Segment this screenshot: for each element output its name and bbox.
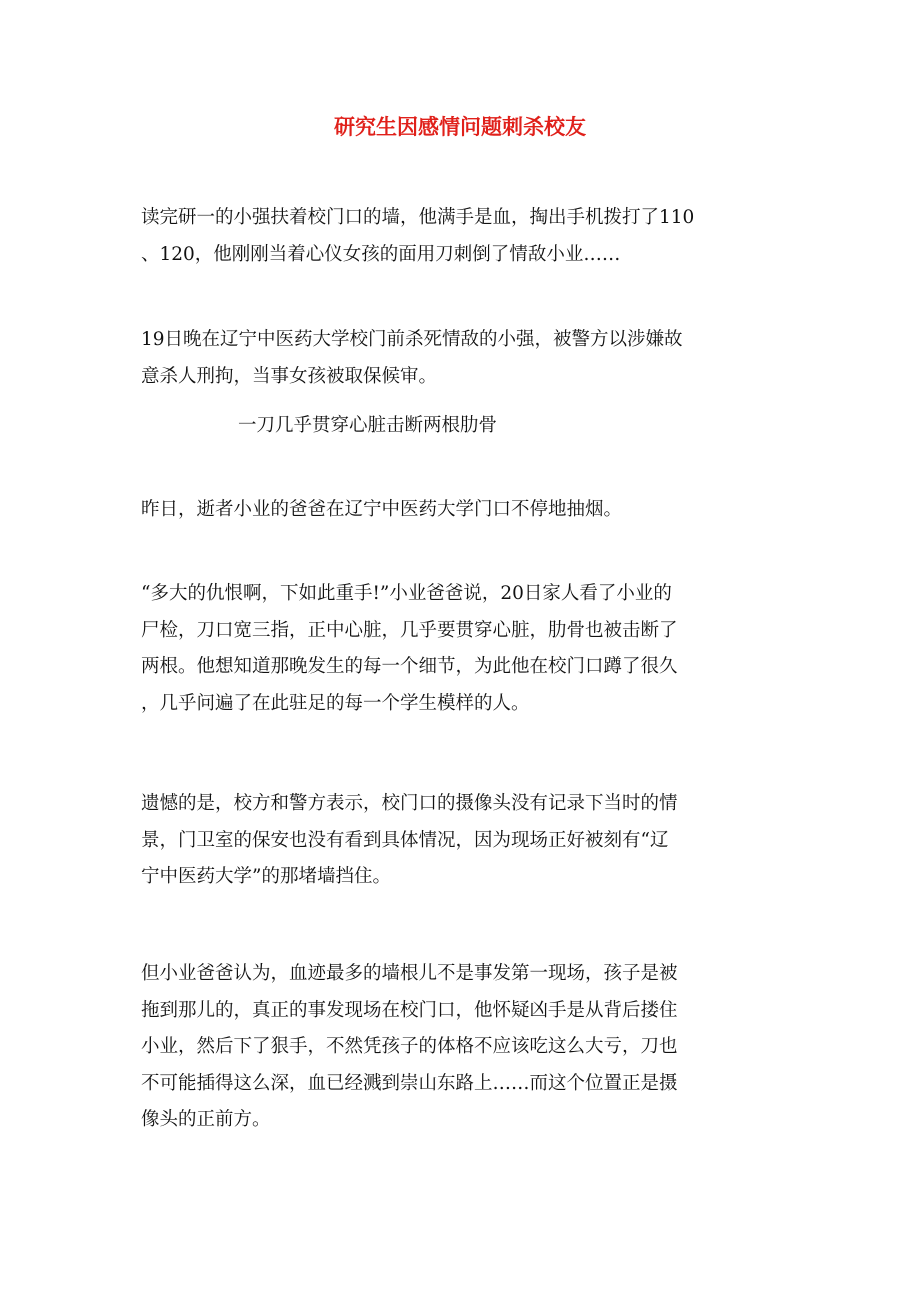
paragraph-4: “多大的仇恨啊，下如此重手!”小业爸爸说，20日家人看了小业的 尸检，刀口宽三指，正中心脏，几乎要贯穿心脏，肋骨也被击断了 两根。他想知道那晚发生的每一个细节，为此他在校门口蹲了很久 ，几乎问遍了在此驻足的每一个学生模样的人。 (141, 583, 678, 714)
subheading: 一刀几乎贯穿心脏击断两根肋骨 (238, 415, 498, 436)
page-title: 研究生因感情问题刺杀校友 (334, 114, 586, 139)
paragraph-1: 读完研一的小强扶着校门口的墙，他满手是血，掏出手机拨打了110 、120，他刚刚当着心仪女孩的面用刀刺倒了情敌小业…… (141, 207, 695, 265)
paragraph-2: 19日晚在辽宁中医药大学校门前杀死情敌的小强，被警方以涉嫌故 意杀人刑拘，当事女孩被取保候审。 (141, 329, 683, 387)
paragraph-3: 昨日，逝者小业的爸爸在辽宁中医药大学门口不停地抽烟。 (141, 499, 623, 520)
paragraph-6: 但小业爸爸认为，血迹最多的墙根儿不是事发第一现场，孩子是被 拖到那儿的，真正的事发现场在校门口，他怀疑凶手是从背后搂住 小业，然后下了狠手，不然凭孩子的体格不应该吃这么大亏，刀也 不可能插得这么深，血已经溅到崇山东路上……而这个位置正是摄 像头的正前方。 (141, 963, 678, 1130)
paragraph-5: 遗憾的是，校方和警方表示，校门口的摄像头没有记录下当时的情 景，门卫室的保安也没有看到具体情况，因为现场正好被刻有“辽 宁中医药大学”的那堵墙挡住。 (141, 793, 678, 887)
